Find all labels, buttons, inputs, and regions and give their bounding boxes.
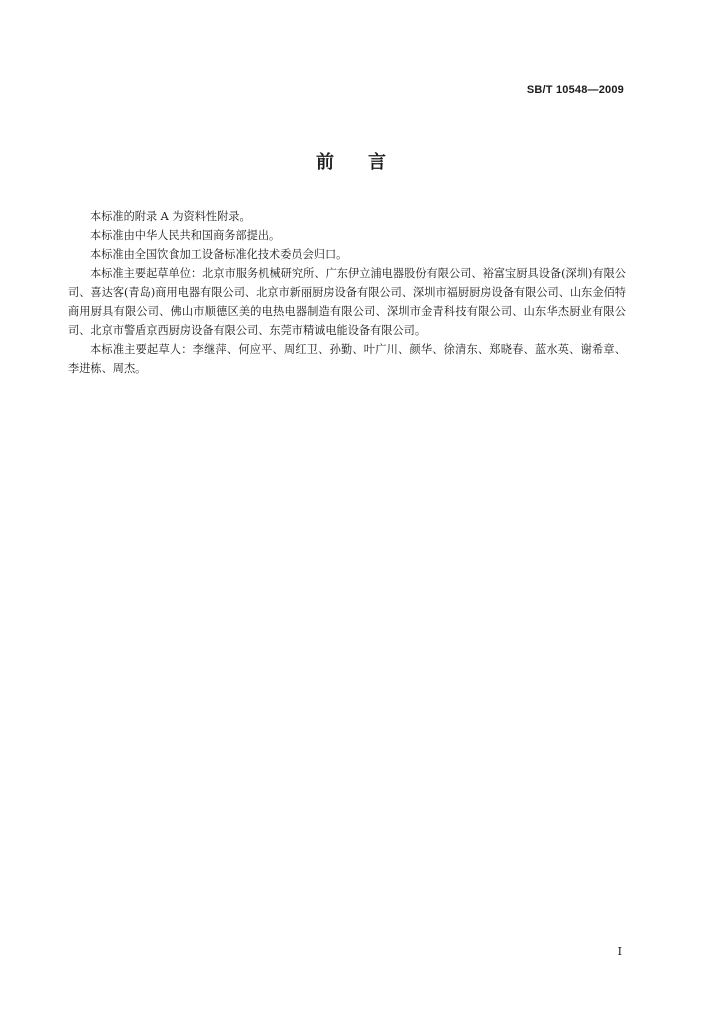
document-code: SB/T 10548—2009: [526, 84, 624, 96]
paragraph-proposer: 本标准由中华人民共和国商务部提出。: [90, 229, 281, 242]
paragraph-appendix: 本标准的附录 A 为资料性附录。: [90, 210, 251, 223]
paragraph-drafters: 本标准主要起草人：李继萍、何应平、周红卫、孙勤、叶广川、颜华、徐清东、郑晓春、蓝水英、谢希章、李进栋、周杰。: [68, 343, 626, 375]
page-number: I: [617, 945, 622, 958]
document-body: [68, 207, 626, 378]
paragraph-drafting-units: 本标准主要起草单位：北京市服务机械研究所、广东伊立浦电器股份有限公司、裕富宝厨具设备(深圳)有限公司、喜达客(青岛)商用电器有限公司、北京市新丽厨房设备有限公司、深圳市福厨厨房设备有限公司、山东金佰特商用厨具有限公司、佛山市顺德区美的电热电器制造有限公司、深圳市金青科技有限公司、山东华杰厨业有限公司、北京市警盾京西厨房设备有限公司、东莞市精诚电能设备有限公司。: [68, 267, 626, 337]
page-title: 前言: [316, 152, 420, 173]
paragraph-committee: 本标准由全国饮食加工设备标准化技术委员会归口。: [90, 248, 348, 261]
